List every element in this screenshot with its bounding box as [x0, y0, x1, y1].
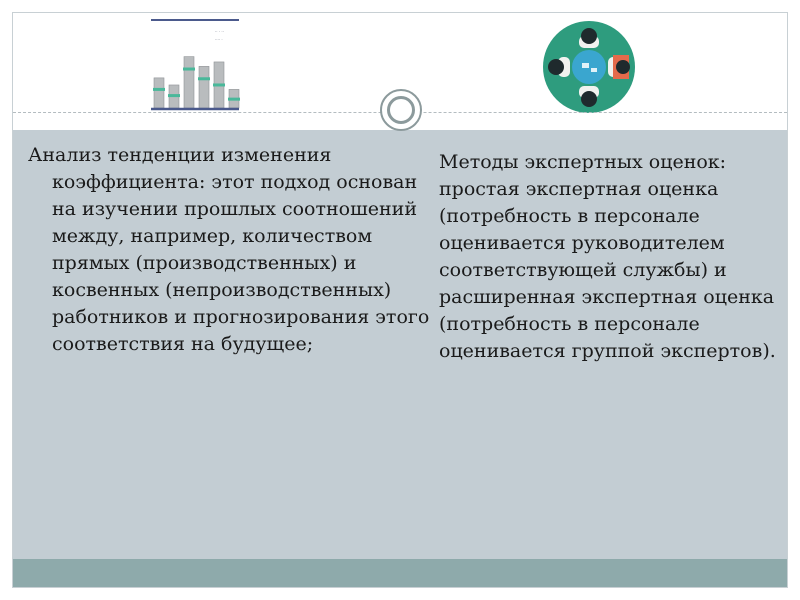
chart-marker	[168, 94, 180, 97]
person-bottom-head	[581, 91, 597, 107]
person-right-head	[616, 60, 630, 74]
chart-marker	[228, 98, 240, 101]
legend-mark-2: ···· ·	[215, 37, 223, 42]
chart-bar	[154, 78, 164, 108]
bar-chart-icon	[137, 17, 247, 121]
chart-bar	[184, 57, 194, 108]
table-paper-1	[582, 63, 589, 68]
chart-bars	[153, 57, 240, 108]
chart-marker	[198, 77, 210, 80]
person-top-head	[581, 28, 597, 44]
chart-marker	[183, 68, 195, 71]
ring-ornament-icon	[380, 89, 422, 131]
chart-bar	[199, 66, 209, 108]
person-left-head	[548, 59, 564, 75]
slide-frame	[12, 12, 788, 588]
chart-marker	[153, 88, 165, 91]
legend-mark-1: ·· · ··	[215, 29, 224, 34]
right-paragraph: Методы экспертных оценок: простая экспертная оценка (потребность в персонале оценивается руководителем соответствующей службы) и расширенная экспертная оценка (потребность в персонале оценивается группой экспертов).	[439, 151, 776, 362]
table-paper-2	[591, 68, 597, 72]
chart-marker	[213, 83, 225, 86]
team-meeting-icon	[541, 19, 637, 115]
footer-bar	[13, 559, 787, 588]
left-paragraph: Анализ тенденции изменения коэффициента: этот подход основан на изучении прошлых соотношений между, например, количеством прямых (производственных) и косвенных (непроизводственных) работников и прогнозирования этого соответствия на будущее;	[28, 144, 430, 355]
